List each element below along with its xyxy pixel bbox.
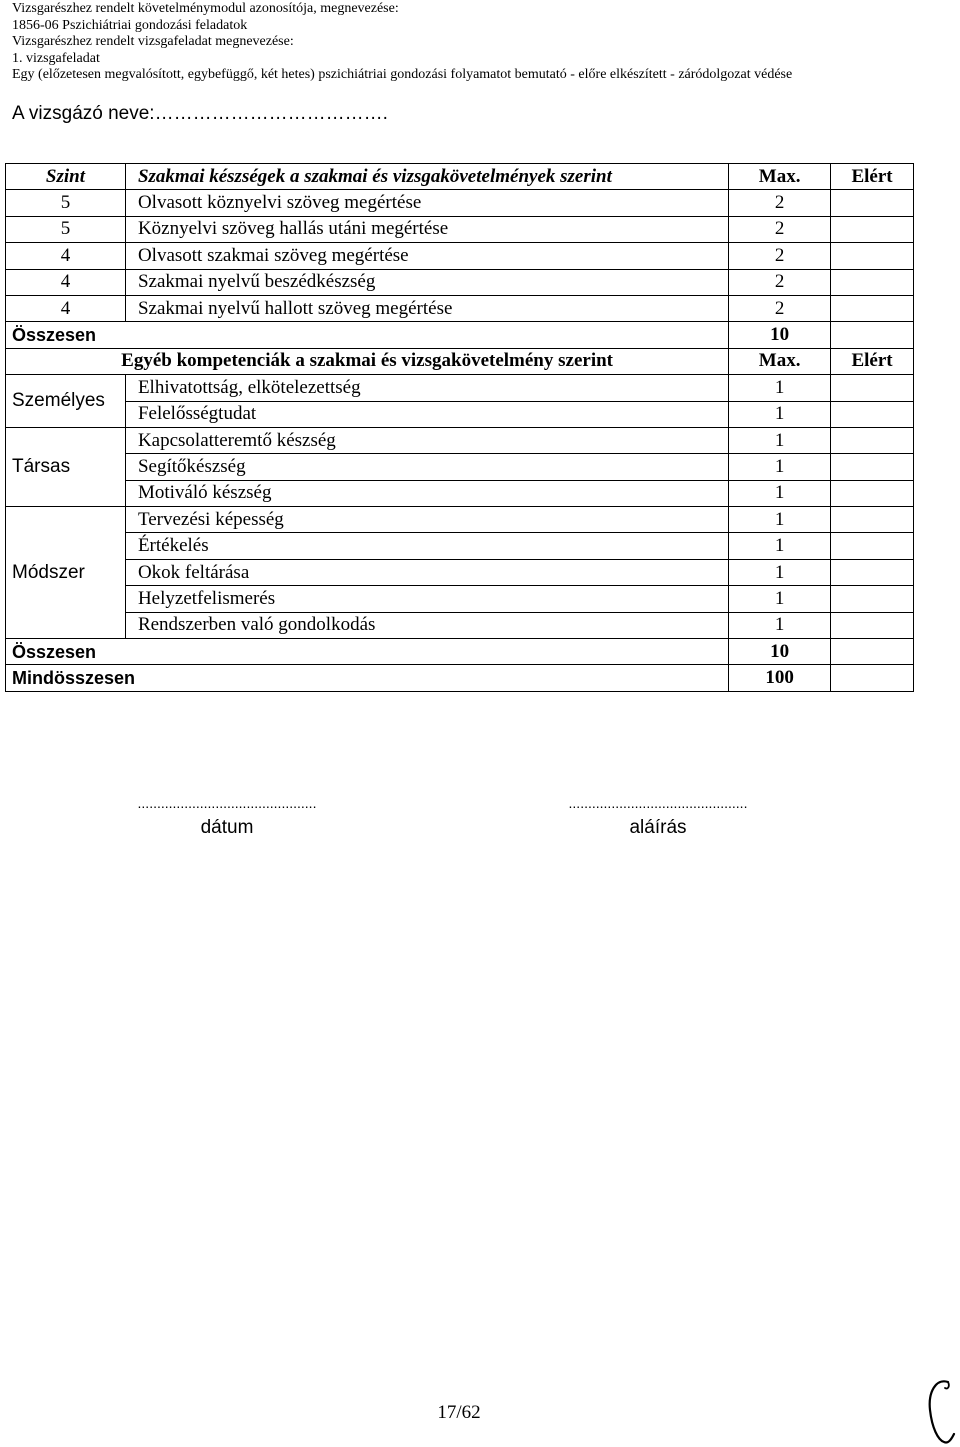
table-row	[6, 269, 914, 295]
table-row	[6, 216, 914, 242]
table-row	[6, 612, 914, 638]
max-header: Max.	[729, 348, 831, 374]
max-cell: 1	[729, 586, 831, 612]
table-row	[6, 507, 914, 533]
max-cell: 1	[729, 401, 831, 427]
skill-cell: Olvasott szakmai szöveg megértése	[125, 243, 728, 269]
achieved-header: Elért	[831, 348, 914, 374]
group-method: Módszer	[6, 507, 126, 639]
achieved-cell[interactable]	[831, 216, 914, 242]
competency-cell: Rendszerben való gondolkodás	[125, 612, 728, 638]
signature-block	[527, 795, 789, 839]
grand-total-row	[6, 665, 914, 691]
achieved-cell[interactable]	[831, 269, 914, 295]
skills-header-row	[6, 164, 914, 190]
max-cell: 2	[729, 216, 831, 242]
achieved-cell[interactable]	[831, 190, 914, 216]
document-header	[12, 1, 792, 84]
skill-cell: Olvasott köznyelvi szöveg megértése	[125, 190, 728, 216]
candidate-name-line: A vizsgázó neve:……………………………….	[12, 103, 388, 124]
achieved-grand-total-cell[interactable]	[831, 665, 914, 691]
table-row	[6, 586, 914, 612]
table-row	[6, 295, 914, 321]
max-cell: 1	[729, 533, 831, 559]
handwritten-initial-mark	[918, 1370, 960, 1447]
competencies-header-row	[6, 348, 914, 374]
achieved-cell[interactable]	[831, 612, 914, 638]
skills-header: Szakmai készségek a szakmai és vizsgakövetelmények szerint	[125, 164, 728, 190]
max-cell: 1	[729, 507, 831, 533]
competency-cell: Okok feltárása	[125, 559, 728, 585]
grand-total-max: 100	[729, 665, 831, 691]
level-cell: 4	[6, 243, 126, 269]
skills-total-row	[6, 322, 914, 348]
competency-cell: Elhivatottság, elkötelezettség	[125, 375, 728, 401]
achieved-cell[interactable]	[831, 427, 914, 453]
group-social: Társas	[6, 427, 126, 506]
evaluation-table	[5, 163, 914, 692]
achieved-cell[interactable]	[831, 480, 914, 506]
table-row	[6, 480, 914, 506]
achieved-cell[interactable]	[831, 375, 914, 401]
competency-cell: Helyzetfelismerés	[125, 586, 728, 612]
achieved-cell[interactable]	[831, 559, 914, 585]
competency-cell: Értékelés	[125, 533, 728, 559]
level-cell: 5	[6, 216, 126, 242]
competency-cell: Felelősségtudat	[125, 401, 728, 427]
table-row	[6, 401, 914, 427]
date-line[interactable]: ..............................................	[137, 795, 317, 811]
achieved-cell[interactable]	[831, 295, 914, 321]
max-cell: 1	[729, 427, 831, 453]
level-cell: 4	[6, 295, 126, 321]
achieved-cell[interactable]	[831, 507, 914, 533]
header-line-task-label: Vizsgarészhez rendelt vizsgafeladat megnevezése:	[12, 34, 294, 49]
achieved-total-cell[interactable]	[831, 639, 914, 665]
competencies-total-row	[6, 639, 914, 665]
max-cell: 2	[729, 243, 831, 269]
date-label: dátum	[200, 817, 254, 838]
header-line-module-name: 1856-06 Pszichiátriai gondozási feladatok	[12, 17, 248, 33]
skill-cell: Szakmai nyelvű hallott szöveg megértése	[125, 295, 728, 321]
competency-cell: Segítőkészség	[125, 454, 728, 480]
max-cell: 1	[729, 480, 831, 506]
max-cell: 2	[729, 269, 831, 295]
signature-line[interactable]: ..............................................	[568, 795, 748, 811]
max-header: Max.	[729, 164, 831, 190]
achieved-cell[interactable]	[831, 243, 914, 269]
table-row	[6, 375, 914, 401]
header-line-task-name: Egy (előzetesen megvalósított, egybefüggő, két hetes) pszichiátriai gondozási folyamatot bemutató - előre elkészített - záródolgozat védése	[12, 67, 793, 82]
competency-cell: Tervezési képesség	[125, 507, 728, 533]
competency-cell: Motiváló készség	[125, 480, 728, 506]
total-label: Összesen	[6, 639, 729, 665]
signature-label: aláírás	[629, 817, 687, 838]
achieved-cell[interactable]	[831, 533, 914, 559]
table-row	[6, 190, 914, 216]
competencies-header: Egyéb kompetenciák a szakmai és vizsgakövetelmény szerint	[6, 348, 729, 374]
skill-cell: Szakmai nyelvű beszédkészség	[125, 269, 728, 295]
date-signature-block	[96, 795, 358, 839]
table-row	[6, 243, 914, 269]
header-line-task-number: 1. vizsgafeladat	[12, 50, 100, 66]
table-row	[6, 427, 914, 453]
table-row	[6, 559, 914, 585]
grand-total-label: Mindösszesen	[6, 665, 729, 691]
achieved-header: Elért	[831, 164, 914, 190]
achieved-total-cell[interactable]	[831, 322, 914, 348]
total-max: 10	[729, 322, 831, 348]
total-label: Összesen	[6, 322, 729, 348]
level-cell: 5	[6, 190, 126, 216]
achieved-cell[interactable]	[831, 401, 914, 427]
level-cell: 4	[6, 269, 126, 295]
max-cell: 2	[729, 190, 831, 216]
max-cell: 1	[729, 375, 831, 401]
level-header: Szint	[6, 164, 126, 190]
achieved-cell[interactable]	[831, 586, 914, 612]
group-personal: Személyes	[6, 375, 126, 428]
max-cell: 1	[729, 612, 831, 638]
max-cell: 1	[729, 559, 831, 585]
header-line-module-label: Vizsgarészhez rendelt követelménymodul azonosítója, megnevezése:	[12, 1, 399, 16]
table-row	[6, 533, 914, 559]
achieved-cell[interactable]	[831, 454, 914, 480]
total-max: 10	[729, 639, 831, 665]
table-row	[6, 454, 914, 480]
skill-cell: Köznyelvi szöveg hallás utáni megértése	[125, 216, 728, 242]
page-number: 17/62	[437, 1402, 481, 1423]
max-cell: 1	[729, 454, 831, 480]
max-cell: 2	[729, 295, 831, 321]
competency-cell: Kapcsolatteremtő készség	[125, 427, 728, 453]
